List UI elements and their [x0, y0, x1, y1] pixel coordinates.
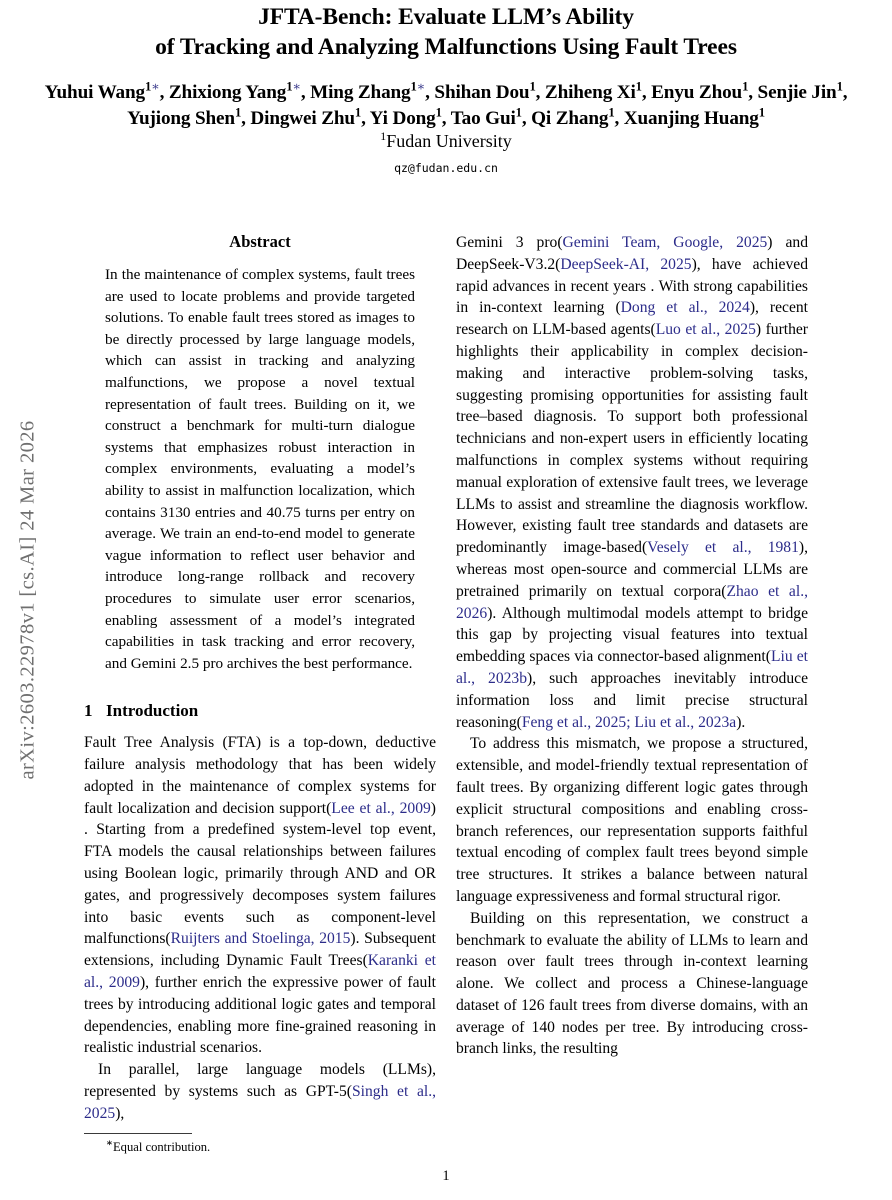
affiliation-name — [20, 130, 872, 152]
body-columns — [0, 232, 892, 1192]
affiliation-marker: 1 — [380, 129, 387, 143]
affiliation-block — [20, 130, 872, 178]
footnote-marker: ∗ — [106, 1137, 113, 1149]
contact-email[interactable]: qz@fudan.edu.cn — [394, 161, 498, 175]
abstract-text: In the maintenance of complex systems, fault trees are used to locate problems and provide targeted solutions. To enable fault trees stored as images to be directly processed by large language models, which can assist in tracking and analyzing malfunctions, we propose a novel textual representation of fault trees. Building on it, we construct a benchmark for multi-turn dialogue systems that emphasizes robust interaction in complex environments, evaluating a model’s ability to assist in malfunction localization, which contains 3130 entries and 40.75 turns per entry on average. We train an end-to-end model to generate vague information to reflect user behavior and introduce long-range rollback and recovery procedures to simulate user error scenarios, enabling assessment of a model’s integrated capabilities in task tracking and error recovery, and Gemini 2.5 pro archives the best performance. — [105, 266, 415, 672]
author-line-1: Yuhui Wang$^{1∗}$, Zhixiong Yang$^{1∗}$, Ming Zhang$^{1∗}$, Shihan Dou$^1$, Zhiheng Xi$^1$, Enyu Zhou$^1$, Senjie Jin$^1$, — [44, 79, 848, 103]
intro-paragraph-3: To address this mismatch, we propose a structured, extensible, and model-friendly textual representation of fault trees. By organizing different logic gates through explicit structural compositions and enabling cross-branch references, our representation supports faithful textual encoding of complex fault trees beyond simple tree structures. It strikes a balance between natural language expressiveness and formal structural rigor. — [456, 735, 808, 905]
paper-title — [66, 2, 826, 62]
left-column — [84, 232, 436, 1125]
author-list — [20, 80, 872, 132]
section-number: 1 — [84, 701, 93, 721]
abstract-body — [105, 264, 415, 674]
footnote — [84, 1133, 436, 1155]
footnote-text — [84, 1139, 436, 1155]
footnote-label: Equal contribution. — [112, 1140, 211, 1154]
abstract-heading: Abstract — [229, 232, 291, 251]
intro-paragraph-4: Building on this representation, we construct a benchmark to evaluate the ability of LLMs to learn and reason over fault trees through in-context learning alone. We collect and process a Chinese-language dataset of 126 fault trees from diverse domains, with an average of 140 nodes per tree. By introducing cross-branch links, the resulting — [456, 909, 808, 1058]
section-heading-introduction — [84, 700, 436, 722]
page-title — [66, 2, 826, 62]
title-line-1: JFTA-Bench: Evaluate LLM’s Ability — [258, 4, 634, 30]
page-number: 1 — [442, 1168, 450, 1184]
intro-paragraph-2-continued: Gemini 3 pro(Gemini Team, Google, 2025) and DeepSeek-V3.2(DeepSeek-AI, 2025), have achieved rapid advances in recent years . With strong capabilities in in-context learning (Dong et al., 2024), recent research on LLM-based agents(Luo et al., 2025) further highlights their applicability in complex decision-making and interactive problem-solving tasks, suggesting promising opportunities for assisting fault tree–based diagnosis. To support both professional technicians and non-expert users in efficiently locating malfunctions in complex systems without requiring manual exploration of extensive fault trees, we leverage LLMs to assist and streamline the diagnosis workflow. However, existing fault tree standards and datasets are predominantly image-based(Vesely et al., 1981), whereas most open-source and commercial LLMs are pretrained primarily on textual corpora(Zhao et al., 2026). Although multimodal models attempt to bridge this gap by projecting visual features into textual embedding spaces via connector-based alignment(Liu et al., 2023b), such approaches inevitably introduce information loss and limit precise structural reasoning(Feng et al., 2025; Liu et al., 2023a). — [456, 234, 809, 731]
intro-paragraph-2: In parallel, large language models (LLMs), represented by systems such as GPT-5(Singh et al., 2025), — [84, 1061, 437, 1122]
affiliation-label: Fudan University — [386, 131, 512, 151]
arxiv-stamp-text: arXiv:2603.22978v1 [cs.AI] 24 Mar 2026 — [16, 420, 39, 780]
author-line-2: Yujiong Shen$^1$, Dingwei Zhu$^1$, Yi Dong$^1$, Tao Gui$^1$, Qi Zhang$^1$, Xuanjing Huang$^1$ — [127, 105, 765, 129]
title-line-2: of Tracking and Analyzing Malfunctions Using Fault Trees — [155, 34, 737, 60]
right-column — [456, 232, 808, 1060]
footnote-rule — [84, 1133, 192, 1134]
intro-paragraph-1: Fault Tree Analysis (FTA) is a top-down, deductive failure analysis methodology that has been widely adopted in the maintenance of complex systems for fault localization and decision support(Lee et al., 2009) . Starting from a predefined system-level top event, FTA models the causal relationships between failures using Boolean logic, primarily through AND and OR gates, and progressively decomposes system failures into basic events such as component-level malfunctions(Ruijters and Stoelinga, 2015). Subsequent extensions, including Dynamic Fault Trees(Karanki et al., 2009), further enrich the expressive power of fault trees by introducing additional logic gates and temporal dependencies, enabling more fine-grained reasoning in realistic industrial scenarios. — [84, 734, 437, 1057]
section-title: Introduction — [106, 701, 199, 721]
